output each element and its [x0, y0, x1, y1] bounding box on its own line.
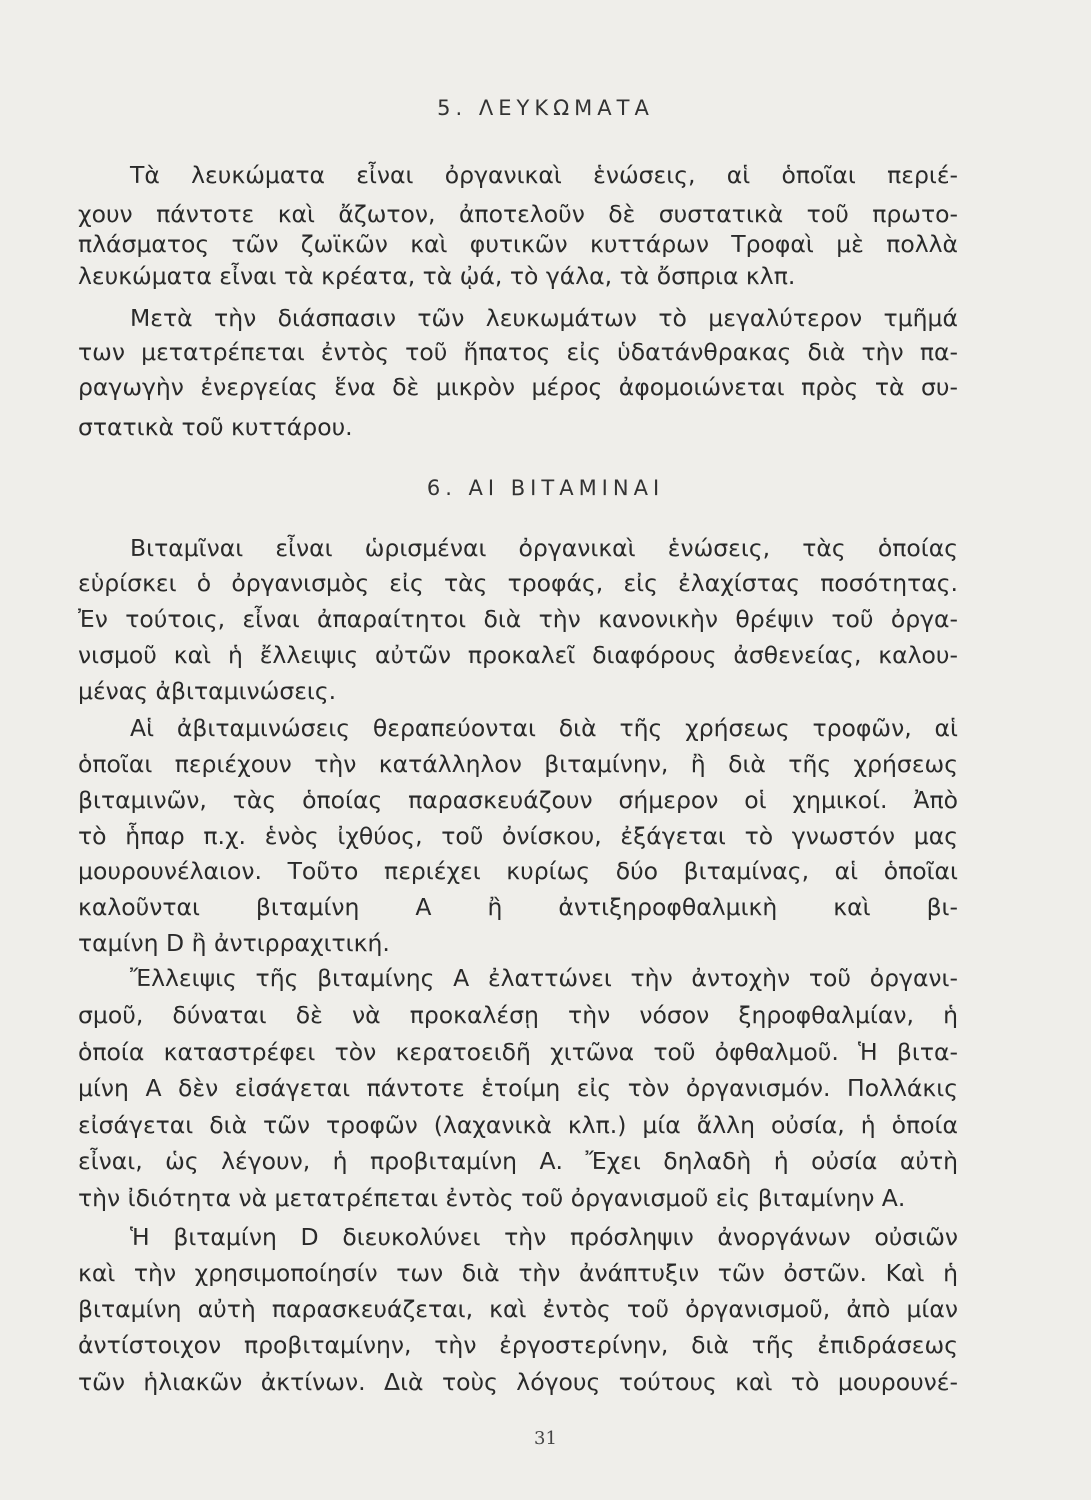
- text-line: σμοῦ, δύναται δὲ νὰ προκαλέσῃ τὴν νόσον ξηροφθαλμίαν, ἡ: [78, 1001, 958, 1029]
- text-line: τὴν ἰδιότητα νὰ μετατρέπεται ἐντὸς τοῦ ὀργανισμοῦ εἰς βιταμίνην Α.: [78, 1184, 906, 1212]
- text-line: ραγωγὴν ἐνεργείας ἕνα δὲ μικρὸν μέρος ἀφομοιώνεται πρὸς τὰ συ-: [78, 373, 958, 401]
- text-line: εὑρίσκει ὁ ὀργανισμὸς εἰς τὰς τροφάς, εἰς ἐλαχίστας ποσότητας.: [78, 569, 958, 597]
- text-line: βιταμινῶν, τὰς ὁποίας παρασκευάζουν σήμερον οἱ χημικοί. Ἀπὸ: [78, 786, 958, 814]
- text-line: Ἔλλειψις τῆς βιταμίνης Α ἐλαττώνει τὴν ἀντοχὴν τοῦ ὀργανι-: [130, 964, 958, 992]
- text-line: ταμίνη D ἢ ἀντιρραχιτική.: [78, 929, 390, 957]
- text-line: λευκώματα εἶναι τὰ κρέατα, τὰ ᾠά, τὸ γάλα, τὰ ὄσπρια κλπ.: [78, 262, 796, 290]
- text-line: των μετατρέπεται ἐντὸς τοῦ ἥπατος εἰς ὑδατάνθρακας διὰ τὴν πα-: [78, 338, 958, 366]
- text-line: Μετὰ τὴν διάσπασιν τῶν λευκωμάτων τὸ μεγαλύτερον τμῆμά: [130, 304, 958, 332]
- text-line: μίνη Α δὲν εἰσάγεται πάντοτε ἑτοίμη εἰς τὸν ὀργανισμόν. Πολλάκις: [78, 1074, 958, 1102]
- text-line: εἰσάγεται διὰ τῶν τροφῶν (λαχανικὰ κλπ.) μία ἄλλη οὐσία, ἡ ὁποία: [78, 1111, 958, 1139]
- text-line: καὶ τὴν χρησιμοποίησίν των διὰ τὴν ἀνάπτυξιν τῶν ὀστῶν. Καὶ ἡ: [78, 1259, 958, 1287]
- text-line: τῶν ἡλιακῶν ἀκτίνων. Διὰ τοὺς λόγους τούτους καὶ τὸ μουρουνέ-: [78, 1368, 958, 1396]
- text-line: χουν πάντοτε καὶ ἄζωτον, ἀποτελοῦν δὲ συστατικὰ τοῦ πρωτο-: [78, 200, 958, 228]
- text-line: ὁποία καταστρέφει τὸν κερατοειδῆ χιτῶνα τοῦ ὀφθαλμοῦ. Ἡ βιτα-: [78, 1038, 958, 1066]
- text-line: Ἡ βιταμίνη D διευκολύνει τὴν πρόσληψιν ἀνοργάνων οὐσιῶν: [130, 1223, 958, 1251]
- text-line: μένας ἀβιταμινώσεις.: [78, 677, 337, 705]
- section-heading-proteins: 5. ΛΕΥΚΩΜΑΤΑ: [437, 96, 654, 120]
- text-line: νισμοῦ καὶ ἡ ἔλλειψις αὐτῶν προκαλεῖ διαφόρους ἀσθενείας, καλου-: [78, 641, 958, 669]
- text-line: τὸ ἧπαρ π.χ. ἑνὸς ἰχθύος, τοῦ ὀνίσκου, ἐξάγεται τὸ γνωστόν μας: [78, 822, 958, 850]
- text-line: Αἱ ἀβιταμινώσεις θεραπεύονται διὰ τῆς χρήσεως τροφῶν, αἱ: [130, 714, 958, 742]
- text-line: πλάσματος τῶν ζωϊκῶν καὶ φυτικῶν κυττάρων Τροφαὶ μὲ πολλὰ: [78, 230, 958, 258]
- section-heading-vitamins: 6. ΑΙ ΒΙΤΑΜΙΝΑΙ: [426, 476, 665, 500]
- text-line: καλοῦνται βιταμίνη Α ἢ ἀντιξηροφθαλμικὴ καὶ βι-: [78, 893, 958, 921]
- text-line: στατικὰ τοῦ κυττάρου.: [78, 413, 353, 441]
- text-line: ἀντίστοιχον προβιταμίνην, τὴν ἐργοστερίνην, διὰ τῆς ἐπιδράσεως: [78, 1331, 958, 1359]
- page-number: 31: [534, 1428, 557, 1449]
- text-line: Βιταμῖναι εἶναι ὡρισμέναι ὀργανικαὶ ἑνώσεις, τὰς ὁποίας: [130, 534, 958, 562]
- text-line: μουρουνέλαιον. Τοῦτο περιέχει κυρίως δύο βιταμίνας, αἱ ὁποῖαι: [78, 857, 958, 885]
- text-line: εἶναι, ὡς λέγουν, ἡ προβιταμίνη Α. Ἔχει δηλαδὴ ἡ οὐσία αὐτὴ: [78, 1147, 958, 1175]
- text-line: Τὰ λευκώματα εἶναι ὀργανικαὶ ἑνώσεις, αἱ ὁποῖαι περιέ-: [130, 161, 958, 189]
- text-line: βιταμίνη αὐτὴ παρασκευάζεται, καὶ ἐντὸς τοῦ ὀργανισμοῦ, ἀπὸ μίαν: [78, 1295, 958, 1323]
- text-line: Ἐν τούτοις, εἶναι ἀπαραίτητοι διὰ τὴν κανονικὴν θρέψιν τοῦ ὀργα-: [78, 605, 958, 633]
- text-line: ὁποῖαι περιέχουν τὴν κατάλληλον βιταμίνην, ἢ διὰ τῆς χρήσεως: [78, 750, 958, 778]
